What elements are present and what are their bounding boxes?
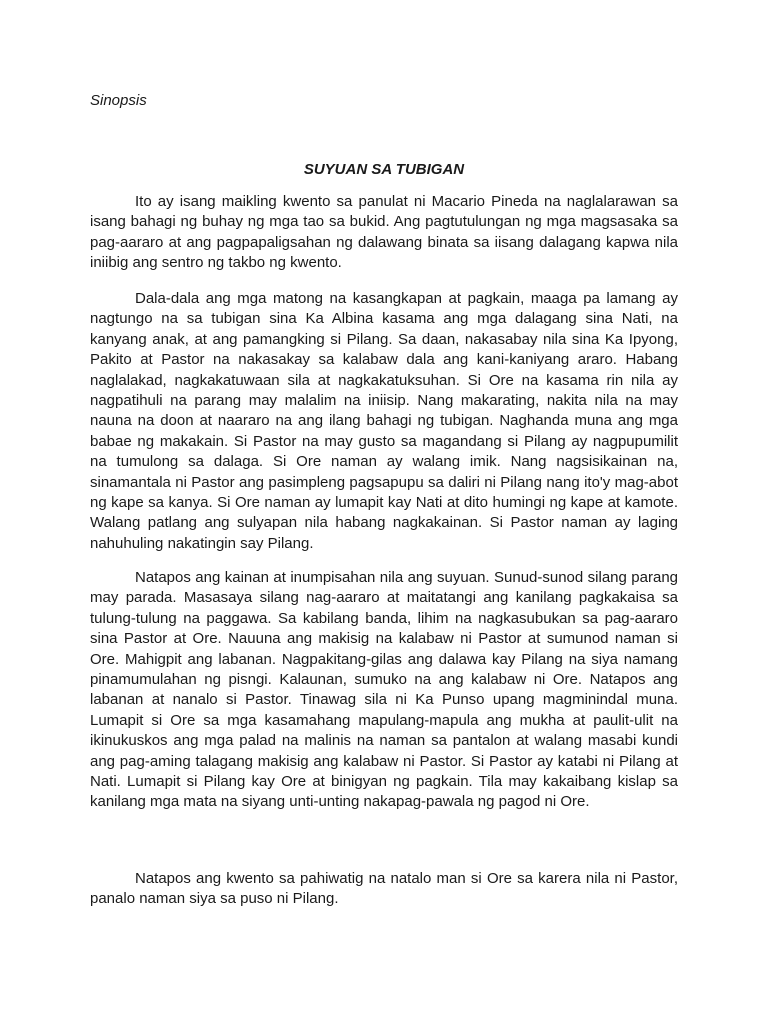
paragraph-contest: Natapos ang kainan at inumpisahan nila ang suyuan. Sunud-sunod silang parang may parada. Masasaya silang nag-aararo at maitatangi ang kanilang pagkakaisa sa tulung-tulung na paggawa. Sa kabilang banda, lihim na nagkasubukan sa pag-aararo sina Pastor at Ore. Nauuna ang makisig na kalabaw ni Pastor at sumunod naman si Ore. Mahigpit ang labanan. Nagpakitang-gilas ang dalawa kay Pilang na siya namang pinamumulahan ng pisngi. Kalaunan, sumuko na ang kalabaw ni Ore. Natapos ang labanan at nanalo si Pastor. Tinawag sila ni Ka Punso upang magminindal muna. Lumapit si Ore sa mga kasamahang mapulang-mapula ang mukha at paulit-ulit na ikinukuskos ang mga palad na malinis na naman sa pantalon at walang masabi kundi ang pag-aming talagang makisig ang kalabaw ni Pastor. Si Pastor ay katabi ni Pilang at Nati. Lumapit si Pilang kay Ore at binigyan ng pagkain. Tila may kakaibang kislap sa kanilang mga mata na siyang unti-unting nakapag-pawala ng pagod ni Ore.	[90, 569, 678, 811]
document-title: SUYUAN SA TUBIGAN	[303, 161, 465, 178]
paragraph-ending: Natapos ang kwento sa pahiwatig na natalo man si Ore sa karera nila ni Pastor, panalo naman siya sa puso ni Pilang.	[90, 870, 678, 908]
document-label: Sinopsis	[90, 92, 147, 109]
paragraph-intro: Ito ay isang maikling kwento sa panulat ni Macario Pineda na naglalarawan sa isang bahagi ng buhay ng mga tao sa bukid. Ang pagtutulungan ng mga magsasaka sa pag-aararo at ang pagpapaligsahan ng dalawang binata sa iisang dalagang kapwa nila iniibig ang sentro ng takbo ng kwento.	[90, 193, 678, 272]
paragraph-morning: Dala-dala ang mga matong na kasangkapan at pagkain, maaga pa lamang ay nagtungo na sa tubigan sina Ka Albina kasama ang mga dalagang sina Nati, na kanyang anak, at ang pamangking si Pilang. Sa daan, nakasabay nila sina Ka Ipyong, Pakito at Pastor na nakasakay sa kalabaw dala ang kani-kaniyang araro. Habang naglalakad, nagkakatuwaan sila at nagkakatuksuhan. Si Ore na kasama rin nila ay nagpatihuli na parang may malalim na iniisip. Nang makarating, nakita nila na may nauna na doon at naararo na ang ilang bahagi ng tubigan. Naghanda muna ang mga babae ng makakain. Si Pastor na may gusto sa magandang si Pilang ay nagpupumilit na tumulong sa dalaga. Si Ore naman ay walang imik. Nang nagsisikainan na, sinamantala ni Pastor ang pasimpleng pagsapupu sa daliri ni Pilang nang ito'y mag-abot ng kape sa kanya. Si Ore naman ay lumapit kay Nati at dito humingi ng kape at kamote. Walang patlang ang sulyapan nila habang nagkakainan. Si Pastor naman ay laging nahuhuling nakatingin say Pilang.	[90, 290, 678, 552]
